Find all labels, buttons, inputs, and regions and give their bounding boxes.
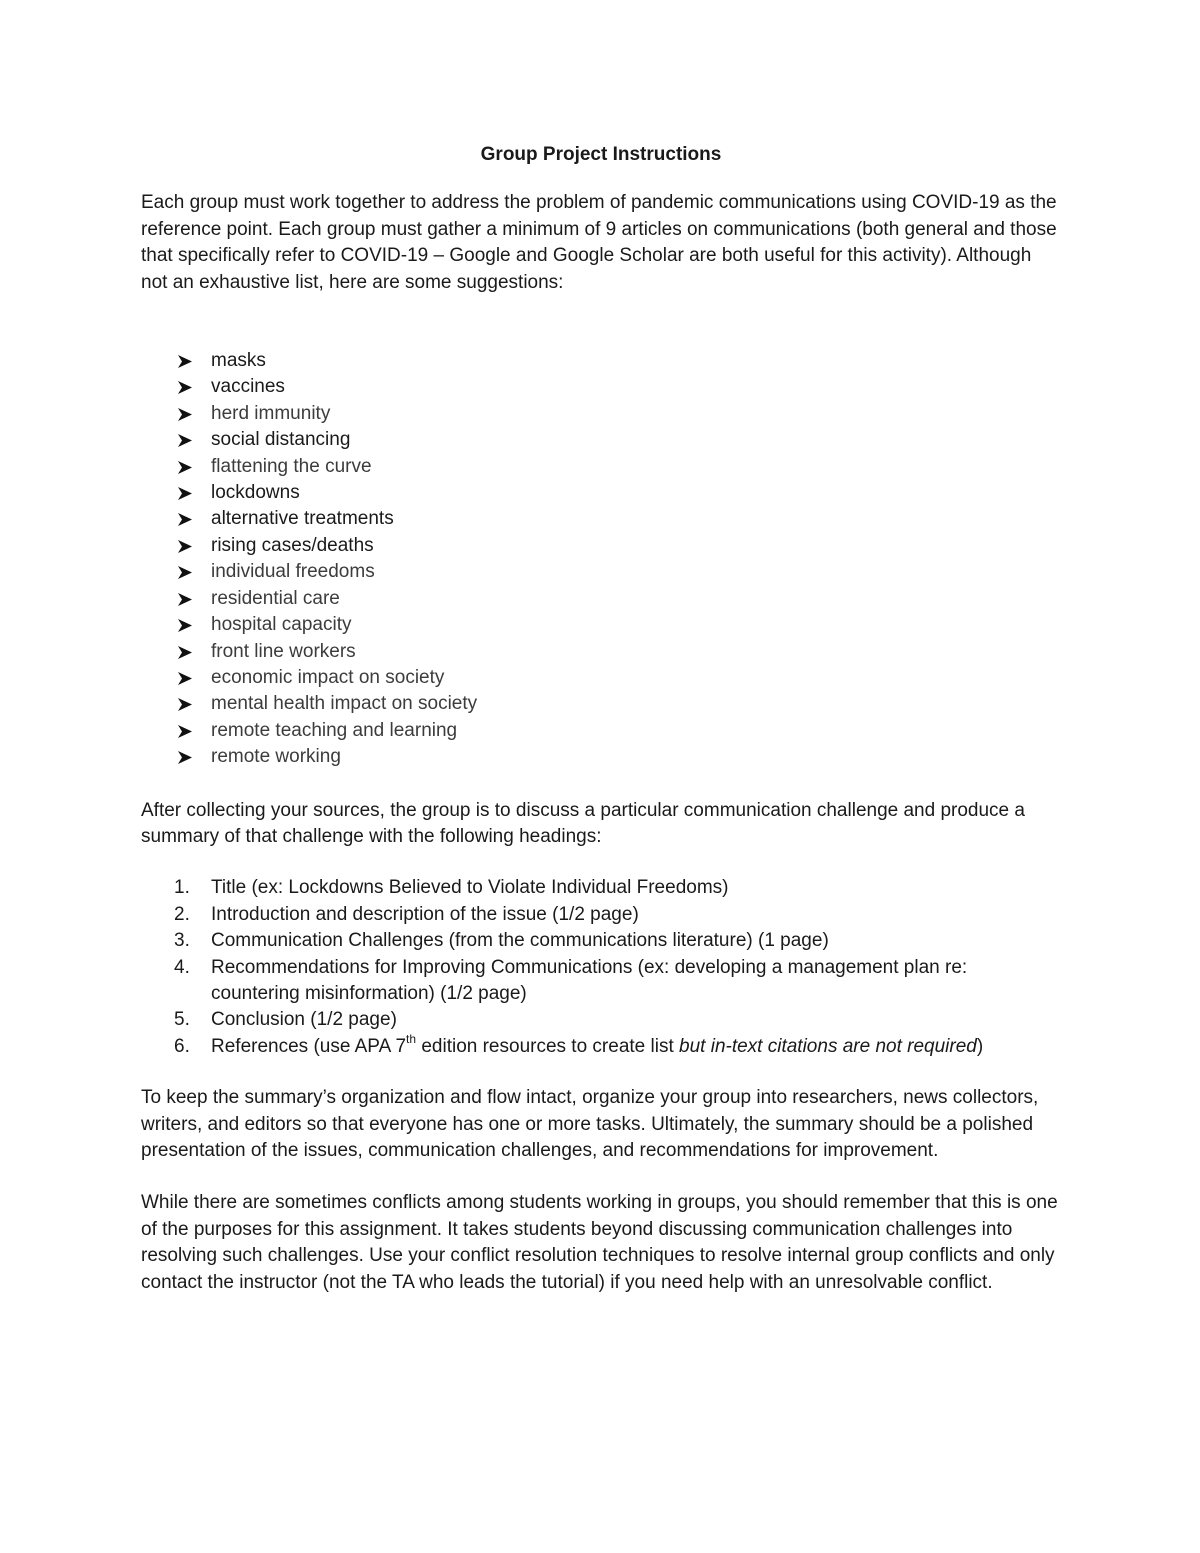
- list-item: [141, 744, 1061, 770]
- list-item: [141, 559, 1061, 585]
- arrowhead-bullet-icon: [177, 433, 193, 448]
- list-item: [141, 374, 1061, 400]
- topic-label: alternative treatments: [211, 508, 394, 530]
- arrowhead-bullet-icon: [177, 645, 193, 660]
- topic-label: individual freedoms: [211, 561, 375, 583]
- references-middle: edition resources to create list: [416, 1035, 680, 1057]
- list-item: [141, 691, 1061, 717]
- references-suffix: ): [976, 1035, 984, 1057]
- list-number: 3.: [174, 930, 190, 952]
- heading-text: Recommendations for Improving Communications (ex: developing a management plan re: countering misinformation) (1/2 page): [211, 956, 968, 1004]
- arrowhead-bullet-icon: [177, 539, 193, 554]
- arrowhead-bullet-icon: [177, 592, 193, 607]
- list-item: [141, 665, 1061, 691]
- list-item: [141, 401, 1061, 427]
- list-number: 1.: [174, 877, 190, 899]
- document-page: [141, 142, 1061, 1322]
- organization-paragraph: To keep the summary’s organization and flow intact, organize your group into researchers, news collectors, writers, and editors so that everyone has one or more tasks. Ultimately, the summary should be a polished presentation of the issues, communication challenges, and recommendations for improvement.: [141, 1087, 1039, 1161]
- list-item: [141, 612, 1061, 638]
- list-number: 5.: [174, 1009, 190, 1031]
- arrowhead-bullet-icon: [177, 724, 193, 739]
- topic-label: front line workers: [211, 640, 356, 662]
- heading-text: Conclusion (1/2 page): [211, 1009, 397, 1031]
- heading-text: Introduction and description of the issue (1/2 page): [211, 903, 639, 925]
- list-number: 2.: [174, 903, 190, 925]
- references-prefix: References (use APA 7: [211, 1035, 407, 1057]
- list-item: [141, 533, 1061, 559]
- topic-suggestion-list: [141, 348, 1061, 771]
- arrowhead-bullet-icon: [177, 407, 193, 422]
- list-number: 4.: [174, 956, 190, 978]
- topic-label: mental health impact on society: [211, 693, 478, 715]
- arrowhead-bullet-icon: [177, 697, 193, 712]
- references-italic-note: but in-text citations are not required: [679, 1035, 977, 1057]
- arrowhead-bullet-icon: [177, 354, 193, 369]
- list-item: [141, 928, 1061, 954]
- list-item: [141, 875, 1061, 901]
- list-item: [141, 1034, 1061, 1060]
- topic-label: rising cases/deaths: [211, 534, 374, 556]
- arrowhead-bullet-icon: [177, 750, 193, 765]
- list-item: [141, 480, 1061, 506]
- topic-label: masks: [211, 350, 266, 372]
- list-number: 6.: [174, 1035, 190, 1057]
- page-title: Group Project Instructions: [480, 144, 722, 165]
- topic-label: hospital capacity: [211, 614, 352, 636]
- ordinal-superscript: th: [406, 1032, 417, 1047]
- list-item: [141, 506, 1061, 532]
- topic-label: lockdowns: [211, 482, 300, 504]
- list-item: [141, 454, 1061, 480]
- heading-text: Title (ex: Lockdowns Believed to Violate Individual Freedoms): [211, 877, 729, 899]
- arrowhead-bullet-icon: [177, 671, 193, 686]
- heading-text: Communication Challenges (from the communications literature) (1 page): [211, 930, 829, 952]
- topic-label: vaccines: [211, 376, 285, 398]
- arrowhead-bullet-icon: [177, 486, 193, 501]
- topic-label: remote teaching and learning: [211, 719, 458, 741]
- topic-label: economic impact on society: [211, 666, 445, 688]
- list-item: [141, 586, 1061, 612]
- topic-label: remote working: [211, 746, 341, 768]
- summary-headings-list: [141, 875, 1061, 1060]
- arrowhead-bullet-icon: [177, 460, 193, 475]
- arrowhead-bullet-icon: [177, 618, 193, 633]
- topic-label: social distancing: [211, 429, 351, 451]
- list-item: [141, 902, 1061, 928]
- topic-label: herd immunity: [211, 402, 331, 424]
- arrowhead-bullet-icon: [177, 380, 193, 395]
- list-item: [141, 348, 1061, 374]
- list-item: [141, 427, 1061, 453]
- list-item: [141, 718, 1061, 744]
- arrowhead-bullet-icon: [177, 512, 193, 527]
- list-item: [141, 639, 1061, 665]
- intro-paragraph: Each group must work together to address the problem of pandemic communications using COVID-19 as the reference point. Each group must gather a minimum of 9 articles on communications (both general and those that specifically refer to COVID-19 – Google and Google Scholar are both useful for this activity). Although not an exhaustive list, here are some suggestions:: [141, 192, 1057, 293]
- arrowhead-bullet-icon: [177, 565, 193, 580]
- list-item: [141, 955, 1061, 1008]
- list-item: [141, 1007, 1061, 1033]
- topic-label: flattening the curve: [211, 455, 372, 477]
- topic-label: residential care: [211, 587, 340, 609]
- conflicts-paragraph: While there are sometimes conflicts among students working in groups, you should remember that this is one of the purposes for this assignment. It takes students beyond discussing communication challenges into resolving such challenges. Use your conflict resolution techniques to resolve internal group conflicts and only contact the instructor (not the TA who leads the tutorial) if you need help with an unresolvable conflict.: [141, 1192, 1058, 1293]
- after-sources-paragraph: After collecting your sources, the group is to discuss a particular communication challenge and produce a summary of that challenge with the following headings:: [141, 799, 1025, 847]
